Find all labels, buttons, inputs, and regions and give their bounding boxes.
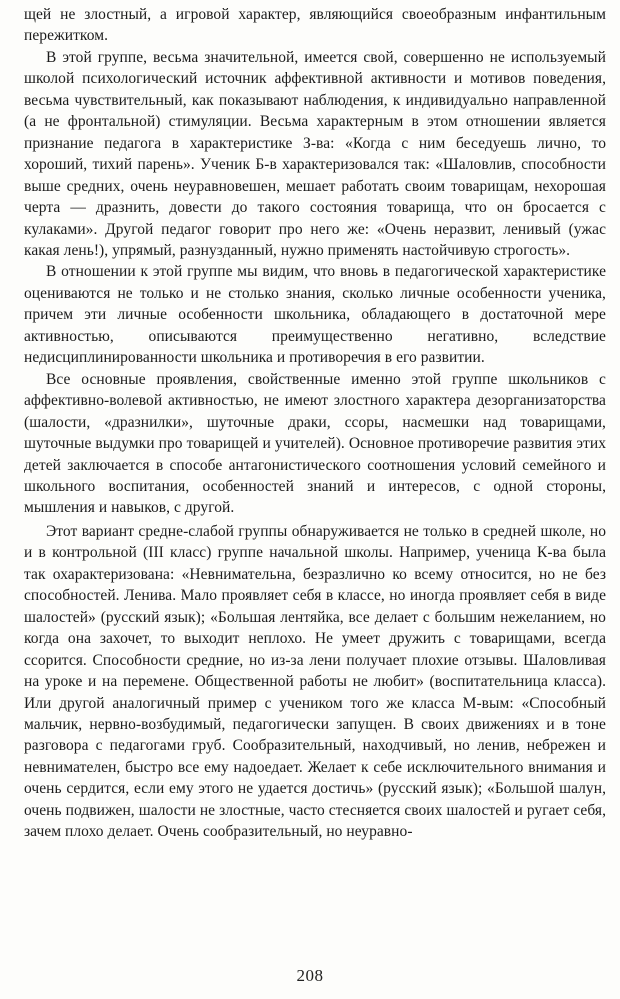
- paragraph-continuation: щей не злостный, а игровой характер, являющийся своеобразным инфантильным пережитком.: [24, 6, 606, 45]
- page-number: 208: [296, 966, 324, 985]
- page-text-block: [24, 4, 606, 843]
- paragraph-primary-school-variant: Этот вариант средне-слабой группы обнаруживается не только в средней школе, но и в контрольной (III класс) группе начальной школы. Например, ученица К-ва была так охарактеризована: «Невнимательна, безразлично ко всему относится, но не без способностей. Ленива. Мало проявляет себя в классе, но иногда проявляет себя в виде шалостей» (русский язык); «Большая лентяйка, все делает с большим нежеланием, но когда она захочет, то выходит неплохо. Не умеет дружить с товарищами, всегда ссорится. Способности средние, но из-за лени получает плохие отзывы. Шаловливая на уроке и на перемене. Общественной работы не любит» (воспитательница класса). Или другой аналогичный пример с учеником того же класса М-вым: «Способный мальчик, нервно-возбудимый, педагогически запущен. В своих движениях и в тоне разговора с педагогами груб. Сообразительный, находчивый, но ленив, небрежен и невнимателен, быстро все ему надоедает. Желает к себе исключительного внимания и очень сердится, если ему этого не удается достичь» (русский язык); «Большой шалун, очень подвижен, шалости не злостные, часто стесняется своих шалостей и ругает себя, зачем плохо делает. Очень сообразительный, но неуравно-: [24, 522, 606, 841]
- paragraph-basic-manifestations: Все основные проявления, свойственные именно этой группе школьников с аффективно-волевой активностью, не имеют злостного характера дезорганизаторства (шалости, «дразнилки», шуточные драки, ссоры, насмешки над товарищами, шуточные выдумки про товарищей и учителей). Основное противоречие развития этих детей заключается в способе антагонистического соотношения условий семейного и школьного воспитания, особенностей знаний и интересов, с одной стороны, мышления и навыков, с другой.: [24, 370, 606, 517]
- paragraph-group-motivation: В этой группе, весьма значительной, имеется свой, совершенно не используемый школой психологический источник аффективной активности и мотивов поведения, весьма чувствительный, как показывают наблюдения, к индивидуально направленной (а не фронтальной) стимуляции. Весьма характерным в этом отношении является признание педагога в характеристике З-ва: «Когда с ним беседуешь лично, то хороший, тихий парень». Ученик Б-в характеризовался так: «Шаловлив, способности выше средних, очень неуравновешен, мешает работать своим товарищам, нехорошая черта — дразнить, довести до такого состояния товарища, что он бросается с кулаками». Другой педагог говорит про него же: «Очень неразвит, ленивый (ужас какая лень!), упрямый, разнузданный, нужно применять настойчивую строгость».: [24, 48, 606, 259]
- paragraph-pedagogical-assessment: В отношении к этой группе мы видим, что вновь в педагогической характеристике оцениваются не только и не столько знания, сколько личные особенности ученика, причем эти личные особенности школьника, обладающего в достаточной мере активностью, описываются преимущественно негативно, вследствие недисциплинированности школьника и противоречия в его развитии.: [24, 263, 606, 367]
